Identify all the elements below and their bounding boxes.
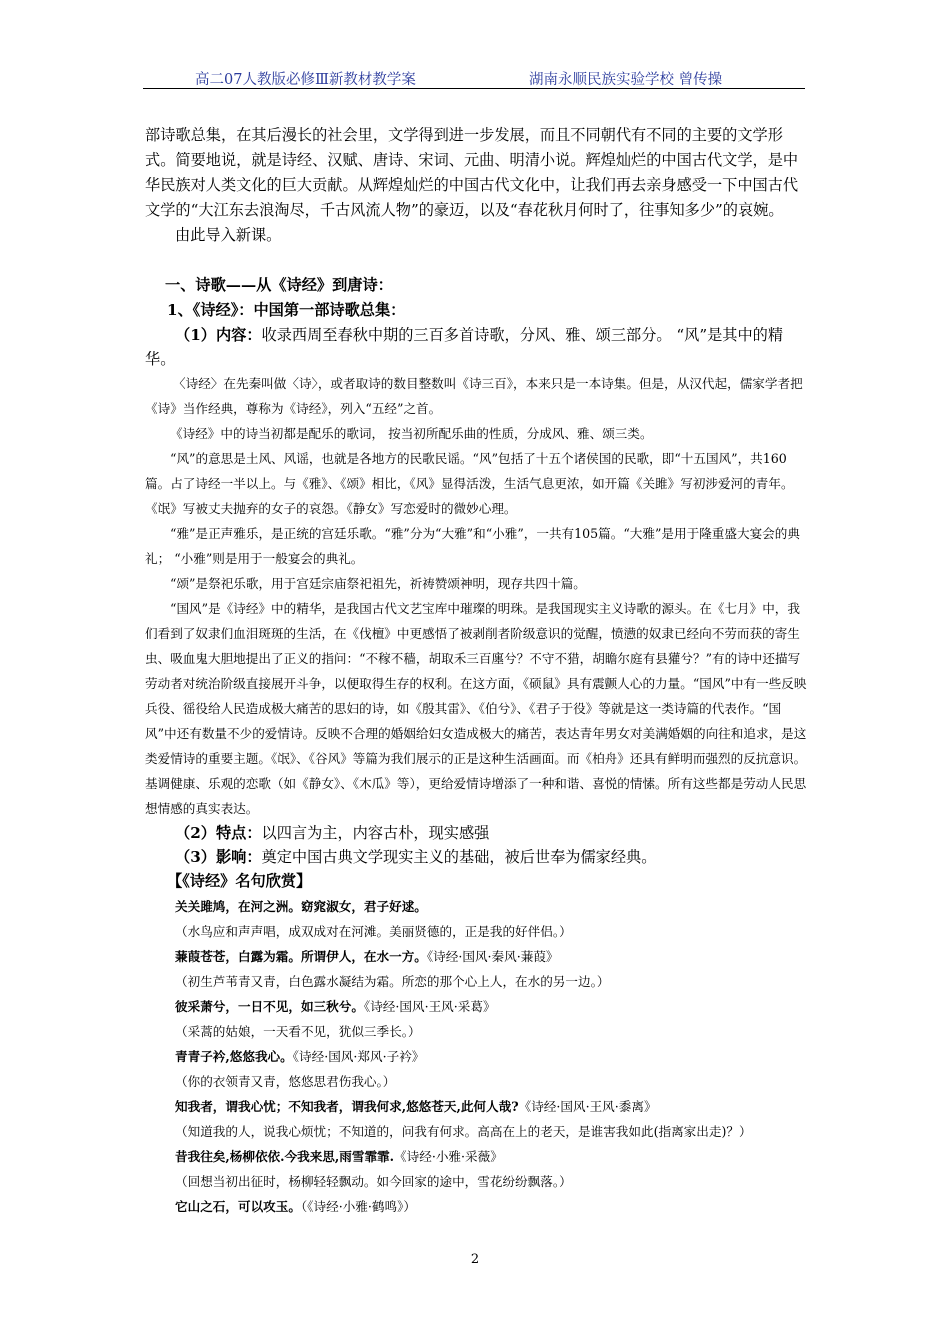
feature-text: 以四言为主，内容古朴，现实感强 — [261, 824, 490, 842]
header-course-title: 高二07人教版必修Ⅲ新教材教学案 — [195, 72, 416, 88]
quote-translation: （初生芦苇青又青，白色露水凝结为霜。所恋的那个心上人，在水的另一边。） — [175, 974, 610, 989]
note-paragraph: 〈诗经〉在先秦叫做〈诗〉，或者取诗的数目整数叫《诗三百》，本来只是一本诗集。但是，从汉代起，儒家学者把《诗》当作经典，尊称为《诗经》，列入“五经”之首。 — [145, 376, 803, 416]
quote-line — [145, 1194, 807, 1219]
quote-line — [145, 1094, 807, 1119]
quote-line — [145, 944, 807, 969]
intro-paragraph: 部诗歌总集，在其后漫长的社会里，文学得到进一步发展，而且不同朝代有不同的主要的文学形式。简要地说，就是诗经、汉赋、唐诗、宋词、元曲、明清小说。辉煌灿烂的中国古代文学，是中华民族对人类文化的巨大贡献。从辉煌灿烂的中国古代文化中，让我们再去亲身感受一下中国古代文学的“大江东去浪淘尽，千古风流人物”的豪迈，以及“春花秋月何时了，往事知多少”的哀婉。 — [145, 126, 799, 219]
spacer — [145, 248, 807, 273]
quote-text: 蒹葭苍苍，白露为霜。所谓伊人，在水一方。 — [175, 949, 427, 964]
quote-line — [145, 1044, 807, 1069]
influence-label: （3）影响： — [175, 848, 262, 866]
quote-text: 彼采萧兮，一日不见，如三秋兮。 — [175, 999, 364, 1014]
note-paragraph: “颂”是祭祀乐歌，用于宫廷宗庙祭祀祖先，祈祷赞颂神明，现存共四十篇。 — [170, 576, 586, 591]
quote-line — [145, 1144, 807, 1169]
note-paragraph: “雅”是正声雅乐，是正统的宫廷乐歌。“雅”分为“大雅”和“小雅”，一共有105篇。“大雅”是用于隆重盛大宴会的典礼； “小雅”则是用于一般宴会的典礼。 — [145, 526, 800, 566]
feature-point — [145, 821, 807, 845]
quote-line — [145, 894, 807, 919]
page-content — [145, 123, 807, 1219]
influence-text: 奠定中国古典文学现实主义的基础，被后世奉为儒家经典。 — [261, 848, 657, 866]
quote-source: （《诗经·小雅·鹤鸣》） — [300, 1199, 416, 1214]
intro-transition: 由此导入新课。 — [175, 226, 282, 244]
note-paragraph: 《诗经》中的诗当初都是配乐的歌词， 按当初所配乐曲的性质，分成风、雅、颂三类。 — [170, 426, 653, 441]
quote-source: 《诗经·国风·秦风·蒹葭》 — [426, 949, 559, 964]
section-heading: 一、诗歌——从《诗经》到唐诗： — [165, 276, 393, 294]
quote-translation: （你的衣领青又青，悠悠思君伤我心。） — [175, 1074, 396, 1089]
quote-text: 青青子衿,悠悠我心。 — [175, 1049, 293, 1064]
quote-translation: （回想当初出征时，杨柳轻轻飘动。如今回家的途中，雪花纷纷飘落。） — [175, 1174, 572, 1189]
page-header — [143, 66, 805, 89]
quote-source: 《诗经·国风·郑风·子衿》 — [292, 1049, 425, 1064]
quote-line — [145, 994, 807, 1019]
content-label: （1）内容： — [175, 326, 262, 344]
note-paragraph: “风”的意思是土风、风谣，也就是各地方的民歌民谣。“风”包括了十五个诸侯国的民歌，即“十五国风”，共160篇。占了诗经一半以上。与《雅》、《颂》相比，《风》显得活泼，生活气息更浓，如开篇《关雎》写初涉爱河的青年。《氓》写被丈夫抛弃的女子的哀怨。《静女》写恋爱时的微妙心理。 — [145, 451, 794, 516]
quote-translation: （知道我的人，说我心烦忧；不知道的，问我有何求。高高在上的老天，是谁害我如此(指离家出走)？） — [175, 1124, 752, 1139]
feature-label: （2）特点： — [175, 824, 262, 842]
quote-source: 《诗经·小雅·采薇》 — [394, 1149, 503, 1164]
quote-text: 昔我往矣,杨柳依依.今我来思,雨雪霏霏. — [175, 1149, 395, 1164]
quote-source: 《诗经·国风·王风·黍离》 — [518, 1099, 657, 1114]
quote-text: 关关雎鸠，在河之洲。窈窕淑女，君子好逑。 — [175, 899, 427, 914]
note-paragraph: “国风”是《诗经》中的精华，是我国古代文艺宝库中璀璨的明珠。是我国现实主义诗歌的源头。在《七月》中，我们看到了奴隶们血泪斑斑的生活，在《伐檀》中更感悟了被剥削者阶级意识的觉醒，愤懑的奴隶已经向不劳而获的寄生虫、吸血鬼大胆地提出了正义的指问：“不稼不穑，胡取禾三百廛兮？不守不猎，胡瞻尔庭有县獾兮？”有的诗中还描写劳动者对统治阶级直接展开斗争，以便取得生存的权利。在这方面，《硕鼠》具有震颤人心的力量。“国风”中有一些反映兵役、徭役给人民造成极大痛苦的思妇的诗，如《殷其雷》、《伯兮》、《君子于役》等就是这一类诗篇的代表作。“国风”中还有数量不少的爱情诗。反映不合理的婚姻给妇女造成极大的痛苦，表达青年男女对美满婚姻的向往和追求，是这类爱情诗的重要主题。《氓》、《谷风》等篇为我们展示的正是这种生活画面。而《柏舟》还具有鲜明而强烈的反抗意识。基调健康、乐观的恋歌（如《静女》、《木瓜》等），更给爱情诗增添了一种和谐、喜悦的情愫。所有这些都是劳动人民思想情感的真实表达。 — [145, 601, 807, 816]
subsection-heading: 1、《诗经》：中国第一部诗歌总集： — [167, 301, 406, 319]
famous-lines-heading: 【《诗经》名句欣赏】 — [167, 872, 312, 890]
quote-translation: （水鸟应和声声唱，成双成对在河滩。美丽贤德的，正是我的好伴侣。） — [175, 924, 572, 939]
content-point — [145, 323, 807, 371]
quote-text: 它山之石，可以攻玉。 — [175, 1199, 301, 1214]
header-school-author: 湖南永顺民族实验学校 曾传操 — [529, 72, 723, 88]
quote-text: 知我者，谓我心忧；不知我者，谓我何求,悠悠苍天,此何人哉? — [175, 1099, 519, 1114]
quote-translation: （采蒿的姑娘，一天看不见，犹似三季长。） — [175, 1024, 421, 1039]
influence-point — [145, 845, 807, 869]
quote-source: 《诗经·国风·王风·采葛》 — [363, 999, 496, 1014]
page-number: 2 — [470, 1252, 480, 1267]
content-text: 收录西周至春秋中期的三百多首诗歌，分风、雅、颂三部分。 “风”是其中的精华。 — [145, 326, 784, 368]
